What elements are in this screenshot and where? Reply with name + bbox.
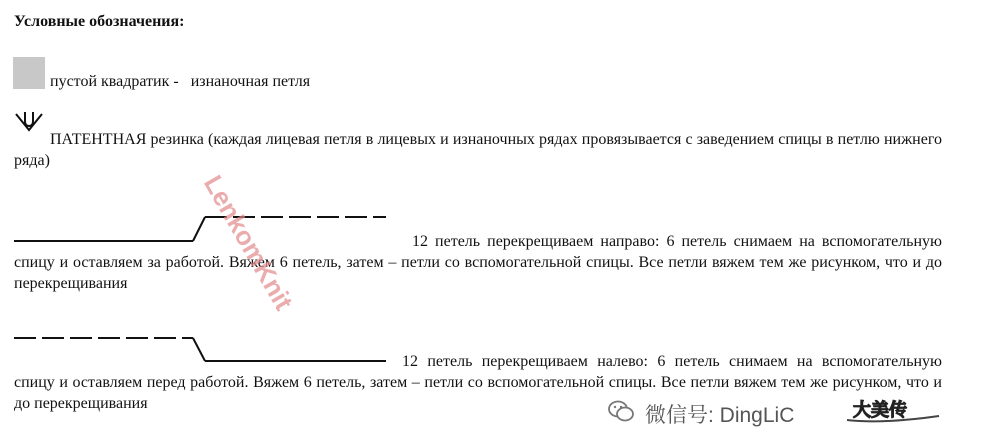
- patent-legend-paragraph: [14, 129, 942, 171]
- brand-logo-icon: [843, 396, 943, 428]
- purl-swatch: [13, 57, 45, 89]
- wechat-icon: [607, 398, 635, 424]
- brand-logo-text: 大美传: [853, 400, 907, 421]
- cable-right-description: [14, 231, 942, 294]
- watermark: LenkomKnit: [198, 170, 300, 316]
- purl-legend-text: пустой квадратик - изнаночная петля: [50, 73, 311, 90]
- cable-right-text: 12 петель перекрещиваем направо: 6 петель снимаем на вспомогательную спицу и оставляем за работой. Вяжем 6 петель, затем – петли со вспомогательной спицы. Все петли вяжем тем же рисунком, что и до перекрещивания: [14, 233, 942, 292]
- patent-label: ПАТЕНТНАЯ: [50, 131, 147, 148]
- patent-description: резинка (каждая лицевая петля в лицевых и изнаночных рядах провязывается с заведением спицы в петлю нижнего ряда): [14, 131, 942, 169]
- cable-left-text: 12 петель перекрещиваем налево: 6 петель снимаем на вспомогательную спицу и оставляем перед работой. Вяжем 6 петель, затем – петли со вспомогательной спицы. Все петли вяжем тем же рисунком, что и до перекрещивания: [14, 353, 942, 412]
- legend-title: Условные обозначения:: [14, 13, 185, 30]
- wechat-id: 微信号: DingLiC: [645, 404, 795, 427]
- brand-footer: [607, 396, 947, 426]
